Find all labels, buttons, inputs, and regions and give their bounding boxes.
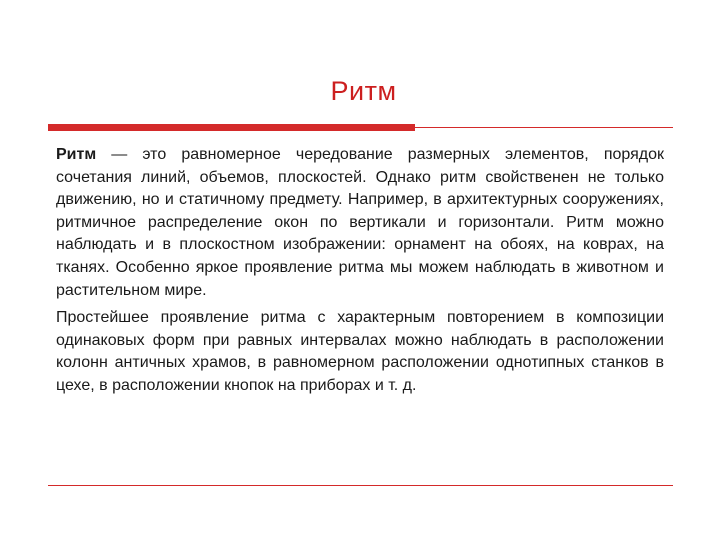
slide-body [56,144,664,398]
title-underline-accent [48,124,415,131]
slide-title: Ритм [330,76,397,106]
paragraph-examples: Простейшее проявление ритма с характерным повторением в композиции одинаковых форм при равных интервалах можно наблюдать в расположении колонн античных храмов, в равномерном расположении однотипных станков в цехе, в расположении кнопок на приборах и т. д. [56,309,664,394]
term-bold: Ритм [56,146,97,163]
bottom-rule [48,485,673,486]
paragraph-definition [56,144,664,302]
paragraph-definition-text: — это равномерное чередование размерных элементов, порядок сочетания линий, объемов, плоскостей. Однако ритм свойственен не только движению, но и статичному предмету. Например, в архитектурных сооружениях, ритмичное распределение окон по вертикали и горизонтали. Ритм можно наблюдать и в плоскостном изображении: орнамент на обоях, на коврах, на тканях. Особенно яркое проявление ритма мы можем наблюдать в животном и растительном мире. [56,146,664,299]
